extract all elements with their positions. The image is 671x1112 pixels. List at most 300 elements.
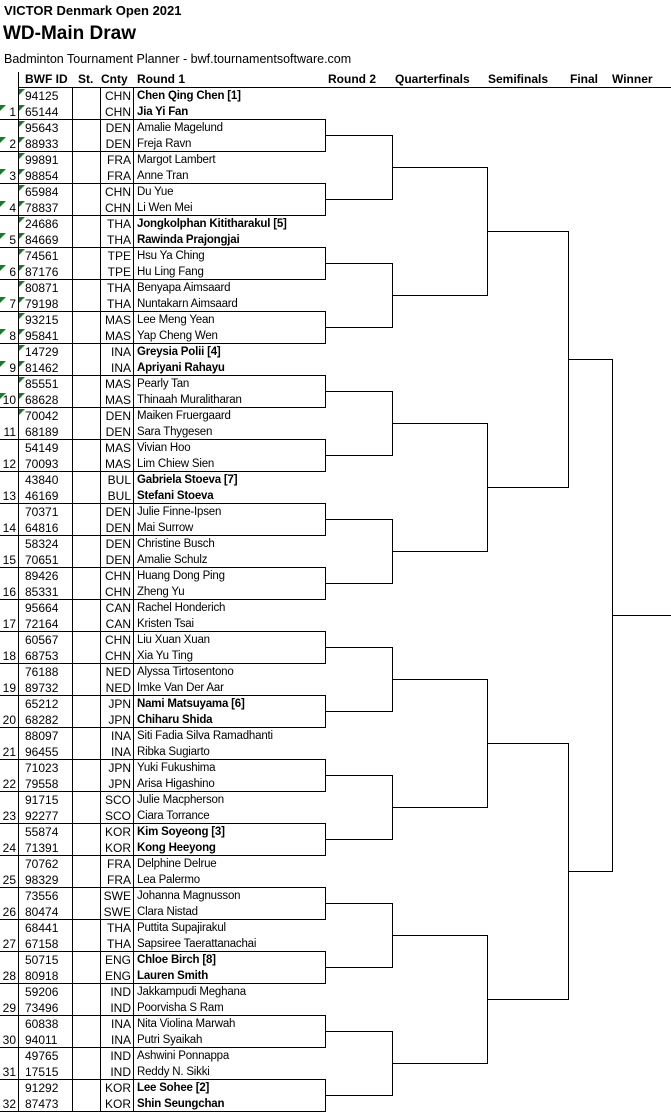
- event-title: VICTOR Denmark Open 2021: [4, 3, 182, 18]
- bwf-id: 67158: [25, 937, 59, 951]
- player-name: Reddy N. Sikki: [137, 1066, 210, 1078]
- match-number: 28: [2, 969, 16, 983]
- col-header-semifinals: Semifinals: [488, 72, 549, 86]
- comment-marker-icon: [19, 281, 25, 287]
- player-name: Kong Heeyong: [137, 842, 216, 854]
- player-name: Poorvisha S Ram: [137, 1002, 224, 1014]
- player-name: Zheng Yu: [137, 586, 185, 598]
- round1-winner-line: [325, 199, 392, 200]
- country-code: CHN: [105, 569, 131, 583]
- player-name: Chloe Birch [8]: [137, 954, 216, 966]
- bwf-id: 60838: [25, 1017, 59, 1031]
- country-code: CHN: [105, 185, 131, 199]
- player-name: Maiken Fruergaard: [137, 410, 231, 422]
- match-number: 13: [2, 489, 16, 503]
- subtitle: Badminton Tournament Planner - bwf.tournamentsoftware.com: [4, 52, 352, 66]
- match-number: 11: [3, 425, 16, 439]
- col-header-cnty: Cnty: [101, 72, 128, 86]
- bwf-id: 84669: [25, 233, 59, 247]
- player-name: Yuki Fukushima: [137, 762, 216, 774]
- bwf-id: 70651: [25, 553, 59, 567]
- country-code: MAS: [104, 457, 131, 471]
- player-name: Lim Chiew Sien: [137, 458, 215, 470]
- country-code: INA: [110, 745, 131, 759]
- round1-winner-line: [325, 903, 392, 904]
- country-code: MAS: [104, 377, 131, 391]
- country-code: CHN: [105, 633, 131, 647]
- player-name: Pearly Tan: [137, 378, 190, 390]
- bwf-id: 80474: [25, 905, 59, 919]
- bwf-id: 73496: [25, 1001, 59, 1015]
- player-name: Ciara Torrance: [137, 810, 210, 822]
- player-name: Arisa Higashino: [137, 778, 215, 790]
- player-name: Li Wen Mei: [137, 202, 193, 214]
- bwf-id: 80918: [25, 969, 59, 983]
- match-number: 5: [9, 233, 16, 247]
- player-name: Liu Xuan Xuan: [137, 634, 210, 646]
- comment-marker-icon: [19, 265, 25, 271]
- country-code: NED: [105, 665, 131, 679]
- country-code: INA: [110, 1017, 131, 1031]
- bwf-id: 70093: [25, 457, 59, 471]
- match-number: 24: [2, 841, 16, 855]
- country-code: KOR: [104, 1097, 131, 1111]
- bwf-id: 88933: [25, 137, 59, 151]
- bwf-id: 49765: [25, 1049, 59, 1063]
- bwf-id: 94011: [25, 1033, 58, 1047]
- bwf-id: 95643: [25, 121, 59, 135]
- comment-marker-icon: [0, 201, 6, 207]
- bwf-id: 99891: [25, 153, 59, 167]
- player-name: Freja Ravn: [137, 138, 192, 150]
- country-code: JPN: [108, 777, 131, 791]
- comment-marker-icon: [19, 313, 25, 319]
- country-code: KOR: [104, 841, 131, 855]
- player-name: Lee Meng Yean: [137, 314, 215, 326]
- match-number: 12: [2, 457, 16, 471]
- country-code: DEN: [105, 521, 131, 535]
- player-name: Gabriela Stoeva [7]: [137, 474, 238, 486]
- country-code: THA: [107, 281, 131, 295]
- comment-marker-icon: [19, 297, 25, 303]
- bwf-id: 54149: [25, 441, 59, 455]
- comment-marker-icon: [19, 393, 25, 399]
- col-header-st: St.: [78, 72, 94, 86]
- player-name: Huang Dong Ping: [137, 570, 225, 582]
- round1-winner-line: [325, 135, 392, 136]
- bwf-id: 65212: [25, 697, 59, 711]
- column-divider: [18, 72, 19, 1112]
- bwf-id: 68753: [25, 649, 59, 663]
- round2-winner-line: [392, 1063, 487, 1064]
- quarterfinal-winner-line: [487, 743, 568, 744]
- comment-marker-icon: [19, 233, 25, 239]
- country-code: THA: [107, 937, 131, 951]
- bwf-id: 60567: [25, 633, 59, 647]
- match-number: 22: [2, 777, 16, 791]
- match-number: 10: [2, 393, 16, 407]
- round2-winner-line: [392, 679, 487, 680]
- player-name: Greysia Polii [4]: [137, 346, 221, 358]
- bwf-id: 81462: [25, 361, 59, 375]
- country-code: TPE: [107, 249, 131, 263]
- bwf-id: 65984: [25, 185, 59, 199]
- comment-marker-icon: [19, 345, 25, 351]
- country-code: KOR: [104, 825, 131, 839]
- bwf-id: 88097: [25, 729, 59, 743]
- player-name: Amalie Magelund: [137, 122, 223, 134]
- country-code: ENG: [104, 953, 131, 967]
- country-code: INA: [110, 345, 131, 359]
- quarterfinal-winner-line: [487, 231, 568, 232]
- match-number: 3: [9, 169, 16, 183]
- player-name: Apriyani Rahayu: [137, 362, 225, 374]
- player-name: Puttita Supajirakul: [137, 922, 226, 934]
- match-number: 21: [2, 745, 16, 759]
- comment-marker-icon: [19, 185, 25, 191]
- country-code: INA: [110, 1033, 131, 1047]
- bwf-id: 87176: [25, 265, 59, 279]
- comment-marker-icon: [19, 201, 25, 207]
- player-name: Sapsiree Taerattanachai: [137, 938, 257, 950]
- player-name: Kim Soyeong [3]: [137, 826, 225, 838]
- match-number: 32: [2, 1097, 16, 1111]
- bwf-id: 71023: [25, 761, 59, 775]
- match-number: 7: [9, 297, 16, 311]
- bwf-id: 71391: [25, 841, 59, 855]
- country-code: DEN: [105, 537, 131, 551]
- comment-marker-icon: [19, 217, 25, 223]
- player-name: Imke Van Der Aar: [137, 682, 224, 694]
- round2-winner-line: [392, 807, 487, 808]
- bwf-id: 70042: [25, 409, 59, 423]
- player-name: Nami Matsuyama [6]: [137, 698, 245, 710]
- round1-winner-line: [325, 263, 392, 264]
- player-name: Ashwini Ponnappa: [137, 1050, 230, 1062]
- player-name: Yap Cheng Wen: [137, 330, 218, 342]
- player-name: Nuntakarn Aimsaard: [137, 298, 238, 310]
- comment-marker-icon: [0, 233, 6, 239]
- bwf-id: 70762: [25, 857, 59, 871]
- round1-winner-line: [325, 1095, 392, 1096]
- col-header-round1: Round 1: [137, 72, 185, 86]
- match-number: 1: [9, 105, 16, 119]
- bwf-id: 80871: [25, 281, 59, 295]
- comment-marker-icon: [19, 361, 25, 367]
- country-code: FRA: [107, 873, 131, 887]
- player-name: Chen Qing Chen [1]: [137, 90, 241, 102]
- col-header-final: Final: [570, 72, 599, 86]
- bwf-id: 87473: [25, 1097, 59, 1111]
- match-number: 6: [9, 265, 16, 279]
- bwf-id: 68189: [25, 425, 59, 439]
- bwf-id: 70371: [25, 505, 59, 519]
- country-code: IND: [110, 985, 131, 999]
- round1-winner-line: [325, 967, 392, 968]
- country-code: INA: [110, 361, 131, 375]
- player-name: Margot Lambert: [137, 154, 216, 166]
- bwf-id: 43840: [25, 473, 59, 487]
- country-code: DEN: [105, 409, 131, 423]
- country-code: ENG: [104, 969, 131, 983]
- player-name: Alyssa Tirtosentono: [137, 666, 234, 678]
- bwf-id: 17515: [25, 1065, 59, 1079]
- comment-marker-icon: [0, 169, 6, 175]
- player-name: Chiharu Shida: [137, 714, 213, 726]
- country-code: CHN: [105, 105, 131, 119]
- quarterfinal-winner-line: [487, 999, 568, 1000]
- country-code: FRA: [107, 153, 131, 167]
- match-number: 2: [9, 137, 16, 151]
- player-name: Xia Yu Ting: [137, 650, 193, 662]
- comment-marker-icon: [19, 153, 25, 159]
- country-code: CHN: [105, 89, 131, 103]
- player-name: Vivian Hoo: [137, 442, 191, 454]
- round1-winner-line: [325, 583, 392, 584]
- bwf-id: 72164: [25, 617, 59, 631]
- player-name: Nita Violina Marwah: [137, 1018, 236, 1030]
- player-name: Lee Sohee [2]: [137, 1082, 210, 1094]
- col-header-round2: Round 2: [328, 72, 376, 86]
- comment-marker-icon: [0, 297, 6, 303]
- player-name: Rawinda Prajongjai: [137, 234, 240, 246]
- bwf-id: 14729: [25, 345, 59, 359]
- col-header-bwf-id: BWF ID: [25, 72, 68, 86]
- match-number: 25: [2, 873, 16, 887]
- round2-winner-line: [392, 423, 487, 424]
- player-name: Siti Fadia Silva Ramadhanti: [137, 730, 273, 742]
- bwf-id: 94125: [25, 89, 59, 103]
- comment-marker-icon: [0, 105, 6, 111]
- semifinal-winner-line: [568, 871, 612, 872]
- player-name: Shin Seungchan: [137, 1098, 225, 1110]
- comment-marker-icon: [19, 169, 25, 175]
- player-name: Julie Macpherson: [137, 794, 224, 806]
- match-number: 9: [9, 361, 16, 375]
- bwf-id: 93215: [25, 313, 59, 327]
- bwf-id: 55874: [25, 825, 59, 839]
- country-code: JPN: [108, 697, 131, 711]
- player-name: Amalie Schulz: [137, 554, 208, 566]
- player-name: Benyapa Aimsaard: [137, 282, 231, 294]
- country-code: THA: [107, 233, 131, 247]
- match-number: 17: [2, 617, 16, 631]
- round1-winner-line: [325, 327, 392, 328]
- semifinal-winner-line: [568, 359, 612, 360]
- comment-marker-icon: [0, 361, 6, 367]
- match-number: 19: [2, 681, 16, 695]
- round1-winner-line: [325, 647, 392, 648]
- country-code: IND: [110, 1049, 131, 1063]
- round1-winner-line: [325, 455, 392, 456]
- bwf-id: 65144: [25, 105, 59, 119]
- comment-marker-icon: [0, 329, 6, 335]
- bwf-id: 79198: [25, 297, 59, 311]
- match-number: 20: [2, 713, 16, 727]
- player-name: Hsu Ya Ching: [137, 250, 205, 262]
- country-code: NED: [105, 681, 131, 695]
- player-name: Johanna Magnusson: [137, 890, 241, 902]
- bwf-id: 50715: [25, 953, 59, 967]
- bwf-id: 46169: [25, 489, 59, 503]
- comment-marker-icon: [19, 409, 25, 415]
- country-code: SWE: [103, 905, 131, 919]
- comment-marker-icon: [19, 377, 25, 383]
- bwf-id: 76188: [25, 665, 59, 679]
- player-name: Du Yue: [137, 186, 174, 198]
- quarterfinal-winner-line: [487, 487, 568, 488]
- country-code: DEN: [105, 553, 131, 567]
- player-name: Rachel Honderich: [137, 602, 226, 614]
- country-code: CHN: [105, 201, 131, 215]
- round2-winner-line: [392, 935, 487, 936]
- bwf-id: 85331: [25, 585, 59, 599]
- round1-winner-line: [325, 519, 392, 520]
- country-code: SCO: [104, 809, 131, 823]
- bwf-id: 89732: [25, 681, 59, 695]
- country-code: DEN: [105, 121, 131, 135]
- bwf-id: 24686: [25, 217, 59, 231]
- bwf-id: 68628: [25, 393, 59, 407]
- country-code: IND: [110, 1065, 131, 1079]
- round2-winner-line: [392, 167, 487, 168]
- bwf-id: 95664: [25, 601, 59, 615]
- comment-marker-icon: [0, 393, 6, 399]
- player-name: Julie Finne-Ipsen: [137, 506, 222, 518]
- match-number: 14: [2, 521, 16, 535]
- bwf-id: 98854: [25, 169, 59, 183]
- country-code: DEN: [105, 425, 131, 439]
- country-code: MAS: [104, 329, 131, 343]
- comment-marker-icon: [19, 105, 25, 111]
- column-divider: [72, 87, 73, 1112]
- country-code: CHN: [105, 649, 131, 663]
- match-number: 4: [9, 201, 16, 215]
- country-code: CAN: [105, 617, 131, 631]
- country-code: SCO: [104, 793, 131, 807]
- player-name: Lauren Smith: [137, 970, 209, 982]
- country-code: THA: [107, 297, 131, 311]
- player-name: Kristen Tsai: [137, 618, 194, 630]
- player-name: Ribka Sugiarto: [137, 746, 210, 758]
- country-code: JPN: [108, 761, 131, 775]
- bwf-id: 79558: [25, 777, 59, 791]
- player-name: Christine Busch: [137, 538, 215, 550]
- player-name: Delphine Delrue: [137, 858, 217, 870]
- country-code: DEN: [105, 505, 131, 519]
- round1-winner-line: [325, 1031, 392, 1032]
- bwf-id: 95841: [25, 329, 59, 343]
- bwf-id: 98329: [25, 873, 59, 887]
- player-name: Mai Surrow: [137, 522, 194, 534]
- match-number: 29: [2, 1001, 16, 1015]
- country-code: FRA: [107, 857, 131, 871]
- col-header-quarterfinals: Quarterfinals: [395, 72, 470, 86]
- bwf-id: 59206: [25, 985, 59, 999]
- player-name: Jakkampudi Meghana: [137, 986, 246, 998]
- country-code: BUL: [107, 473, 131, 487]
- comment-marker-icon: [0, 265, 6, 271]
- bwf-id: 68282: [25, 713, 59, 727]
- country-code: DEN: [105, 137, 131, 151]
- country-code: JPN: [108, 713, 131, 727]
- player-name: Hu Ling Fang: [137, 266, 204, 278]
- country-code: TPE: [107, 265, 131, 279]
- round1-winner-line: [325, 391, 392, 392]
- player-name: Putri Syaikah: [137, 1034, 203, 1046]
- player-name: Jongkolphan Kititharakul [5]: [137, 218, 287, 230]
- player-name: Stefani Stoeva: [137, 490, 214, 502]
- bwf-id: 68441: [25, 921, 59, 935]
- round2-winner-line: [392, 551, 487, 552]
- match-number: 23: [2, 809, 16, 823]
- bwf-id: 96455: [25, 745, 59, 759]
- round1-winner-line: [325, 775, 392, 776]
- comment-marker-icon: [19, 249, 25, 255]
- player-name: Sara Thygesen: [137, 426, 213, 438]
- match-number: 31: [2, 1065, 16, 1079]
- country-code: INA: [110, 729, 131, 743]
- country-code: KOR: [104, 1081, 131, 1095]
- match-number: 15: [2, 553, 16, 567]
- match-number: 16: [2, 585, 16, 599]
- country-code: MAS: [104, 393, 131, 407]
- comment-marker-icon: [19, 137, 25, 143]
- match-number: 18: [2, 649, 16, 663]
- country-code: FRA: [107, 169, 131, 183]
- round2-winner-line: [392, 295, 487, 296]
- country-code: BUL: [107, 489, 131, 503]
- country-code: MAS: [104, 441, 131, 455]
- player-name: Thinaah Muralitharan: [137, 394, 242, 406]
- round1-winner-line: [325, 711, 392, 712]
- match-number: 8: [9, 329, 16, 343]
- bwf-id: 89426: [25, 569, 59, 583]
- bwf-id: 73556: [25, 889, 59, 903]
- player-name: Anne Tran: [137, 170, 189, 182]
- bwf-id: 91292: [25, 1081, 59, 1095]
- player-name: Lea Palermo: [137, 874, 201, 886]
- bwf-id: 92277: [25, 809, 59, 823]
- comment-marker-icon: [19, 121, 25, 127]
- country-code: THA: [107, 217, 131, 231]
- country-code: THA: [107, 921, 131, 935]
- comment-marker-icon: [19, 89, 25, 95]
- col-header-winner: Winner: [612, 72, 653, 86]
- bwf-id: 64816: [25, 521, 59, 535]
- winner-line: [612, 615, 671, 616]
- country-code: CAN: [105, 601, 131, 615]
- column-divider: [133, 87, 134, 1112]
- country-code: SWE: [103, 889, 131, 903]
- bwf-id: 78837: [25, 201, 59, 215]
- match-number: 27: [2, 937, 16, 951]
- bwf-id: 58324: [25, 537, 59, 551]
- country-code: CHN: [105, 585, 131, 599]
- bwf-id: 85551: [25, 377, 59, 391]
- bwf-id: 74561: [25, 249, 59, 263]
- draw-title: WD-Main Draw: [3, 23, 136, 44]
- round1-winner-line: [325, 839, 392, 840]
- country-code: MAS: [104, 313, 131, 327]
- player-name: Jia Yi Fan: [137, 106, 189, 118]
- country-code: IND: [110, 1001, 131, 1015]
- player-name: Clara Nistad: [137, 906, 198, 918]
- bwf-id: 91715: [25, 793, 59, 807]
- comment-marker-icon: [0, 137, 6, 143]
- match-number: 26: [2, 905, 16, 919]
- comment-marker-icon: [19, 329, 25, 335]
